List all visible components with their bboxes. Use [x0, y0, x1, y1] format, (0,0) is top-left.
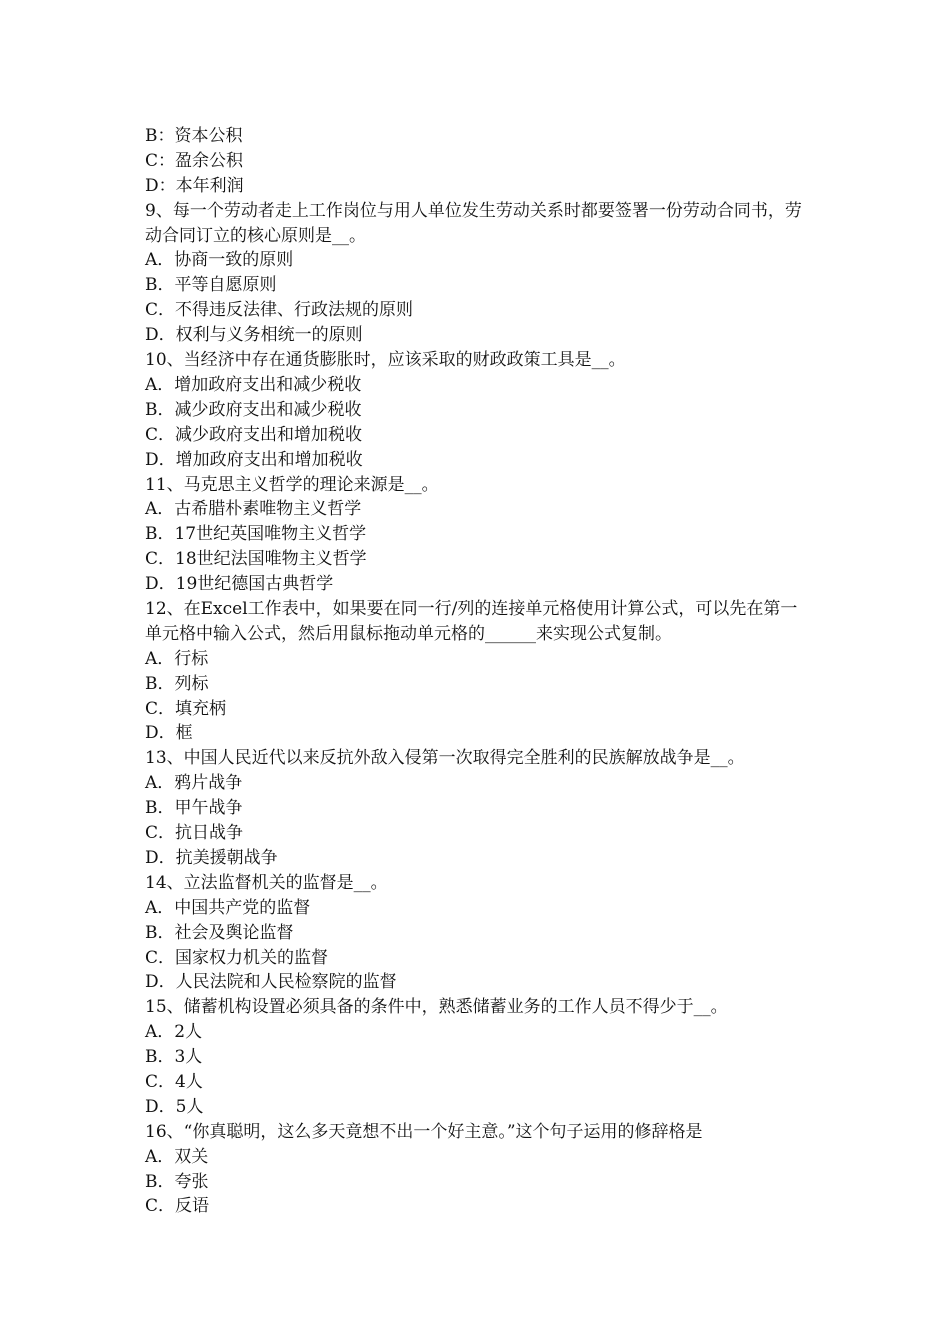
question-9-option-a: A．协商一致的原则 — [145, 250, 294, 271]
question-16-option-b: B．夸张 — [145, 1171, 209, 1192]
question-12-option-c: C．填充柄 — [145, 698, 227, 719]
question-12-option-b: B．列标 — [145, 673, 209, 694]
question-13-stem: 13、中国人民近代以来反抗外敌入侵第一次取得完全胜利的民族解放战争是__。 — [145, 748, 745, 769]
question-11-stem: 11、马克思主义哲学的理论来源是__。 — [145, 474, 439, 495]
question-14-option-c: C．国家权力机关的监督 — [145, 947, 329, 968]
question-12-option-a: A．行标 — [145, 648, 209, 669]
question-9-option-d: D．权利与义务相统一的原则 — [145, 325, 363, 346]
question-15-stem: 15、储蓄机构设置必须具备的条件中，熟悉储蓄业务的工作人员不得少于__。 — [145, 997, 728, 1018]
question-15-option-a: A．2人 — [145, 1022, 203, 1043]
question-15-option-c: C．4人 — [145, 1071, 203, 1092]
question-13-option-c: C．抗日战争 — [145, 823, 244, 844]
question-14-stem: 14、立法监督机关的监督是__。 — [145, 872, 388, 893]
question-14-option-d: D．人民法院和人民检察院的监督 — [145, 972, 397, 993]
question-16-stem: 16、“你真聪明，这么多天竟想不出一个好主意。”这个句子运用的修辞格是 — [145, 1121, 703, 1142]
question-15-option-b: B．3人 — [145, 1047, 203, 1068]
question-11-option-a: A．古希腊朴素唯物主义哲学 — [145, 499, 362, 520]
question-16-option-a: A．双关 — [145, 1146, 209, 1167]
question-14-option-b: B．社会及舆论监督 — [145, 922, 294, 943]
option-d-line: D：本年利润 — [145, 175, 244, 196]
question-11-option-c: C．18世纪法国唯物主义哲学 — [145, 549, 367, 570]
question-9-stem: 9、每一个劳动者走上工作岗位与用人单位发生劳动关系时都要签署一份劳动合同书，劳动合同订立的核心原则是__。 — [145, 200, 802, 246]
question-13-option-d: D．抗美援朝战争 — [145, 847, 278, 868]
question-10-stem: 10、当经济中存在通货膨胀时，应该采取的财政政策工具是__。 — [145, 350, 626, 371]
option-c-line: C：盈余公积 — [145, 150, 244, 171]
question-11-option-b: B．17世纪英国唯物主义哲学 — [145, 524, 367, 545]
question-10-option-a: A．增加政府支出和减少税收 — [145, 374, 362, 395]
question-9-option-b: B．平等自愿原则 — [145, 275, 277, 296]
question-12-option-d: D．框 — [145, 723, 193, 744]
question-13-option-b: B．甲午战争 — [145, 798, 243, 819]
document-body — [145, 124, 810, 1219]
question-12-stem: 12、在Excel工作表中，如果要在同一行/列的连接单元格使用计算公式，可以先在第一单元格中输入公式，然后用鼠标拖动单元格的______来实现公式复制。 — [145, 598, 798, 644]
question-16-option-c: C．反语 — [145, 1196, 210, 1217]
question-14-option-a: A．中国共产党的监督 — [145, 897, 311, 918]
question-11-option-d: D．19世纪德国古典哲学 — [145, 574, 334, 595]
question-13-option-a: A．鸦片战争 — [145, 773, 243, 794]
question-9-option-c: C．不得违反法律、行政法规的原则 — [145, 300, 414, 321]
question-10-option-d: D．增加政府支出和增加税收 — [145, 449, 363, 470]
question-15-option-d: D．5人 — [145, 1096, 204, 1117]
question-10-option-b: B．减少政府支出和减少税收 — [145, 399, 362, 420]
option-b-line: B：资本公积 — [145, 126, 243, 146]
question-10-option-c: C．减少政府支出和增加税收 — [145, 424, 363, 445]
